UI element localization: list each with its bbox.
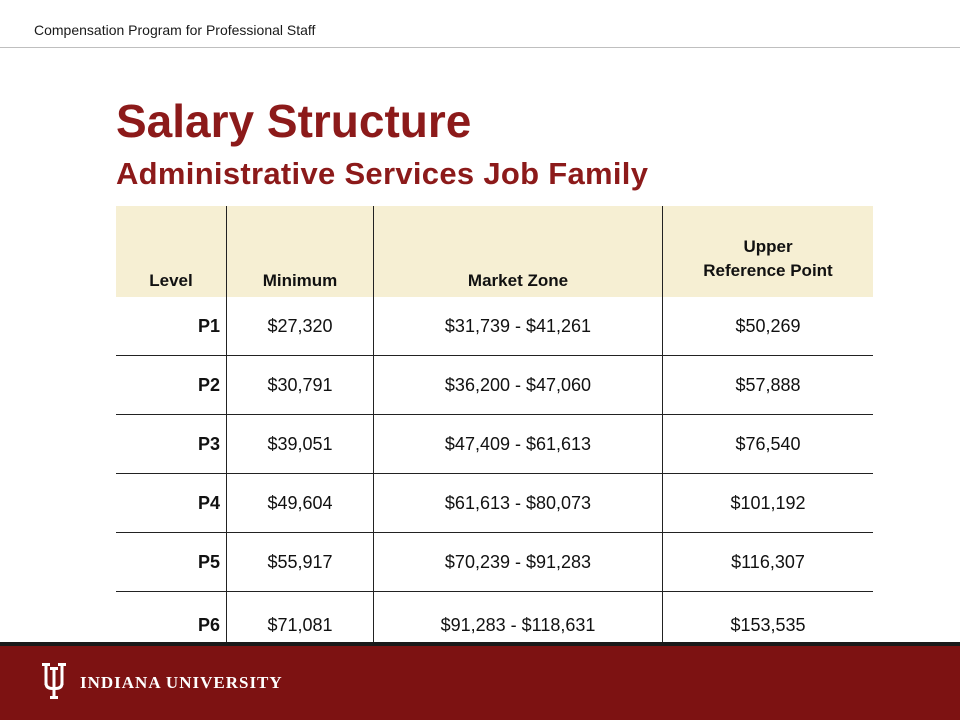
cell-level: P4 (116, 474, 227, 533)
column-header-market-zone: Market Zone (374, 206, 663, 297)
cell-upper-reference-point: $57,888 (663, 356, 874, 415)
column-header-minimum: Minimum (227, 206, 374, 297)
table-row (116, 415, 873, 474)
upper-header-line-2: Reference Point (703, 261, 833, 281)
cell-level: P6 (197, 614, 220, 635)
cell-market-zone: $47,409 - $61,613 (374, 415, 663, 474)
table-header-row (116, 206, 873, 297)
cell-minimum: $39,051 (227, 415, 374, 474)
cell-upper-reference-point: $116,307 (663, 533, 874, 592)
slide-subtitle: Administrative Services Job Family (116, 156, 649, 191)
table-row (116, 533, 873, 592)
cell-minimum: $30,791 (227, 356, 374, 415)
salary-table (116, 206, 873, 658)
cell-market-zone: $36,200 - $47,060 (374, 356, 663, 415)
slide-title: Salary Structure (116, 95, 472, 147)
column-header-level: Level (116, 206, 227, 297)
cell-minimum: $49,604 (227, 474, 374, 533)
cell-minimum: $71,081 (227, 592, 374, 659)
iu-trident-icon (42, 663, 66, 699)
cell-level: P1 (116, 297, 227, 356)
cell-level: P2 (116, 356, 227, 415)
cell-level: P5 (116, 533, 227, 592)
header-divider (0, 47, 960, 48)
table-row (116, 297, 873, 356)
upper-header-line-1: Upper (743, 237, 793, 257)
cell-upper-reference-point: $153,535 (663, 592, 874, 659)
header-title: Compensation Program for Professional Staff (34, 22, 316, 38)
table-row (116, 356, 873, 415)
cell-minimum: $27,320 (227, 297, 374, 356)
cell-upper-reference-point: $76,540 (663, 415, 874, 474)
footer-org-name: INDIANA UNIVERSITY (80, 673, 283, 692)
table-row (116, 474, 873, 533)
cell-minimum: $55,917 (227, 533, 374, 592)
cell-upper-reference-point: $101,192 (663, 474, 874, 533)
cell-level: P3 (116, 415, 227, 474)
cell-market-zone: $91,283 - $118,631 (374, 592, 663, 659)
column-header-upper-reference-point (663, 206, 874, 297)
cell-market-zone: $70,239 - $91,283 (374, 533, 663, 592)
cell-market-zone: $61,613 - $80,073 (374, 474, 663, 533)
cell-market-zone: $31,739 - $41,261 (374, 297, 663, 356)
cell-upper-reference-point: $50,269 (663, 297, 874, 356)
